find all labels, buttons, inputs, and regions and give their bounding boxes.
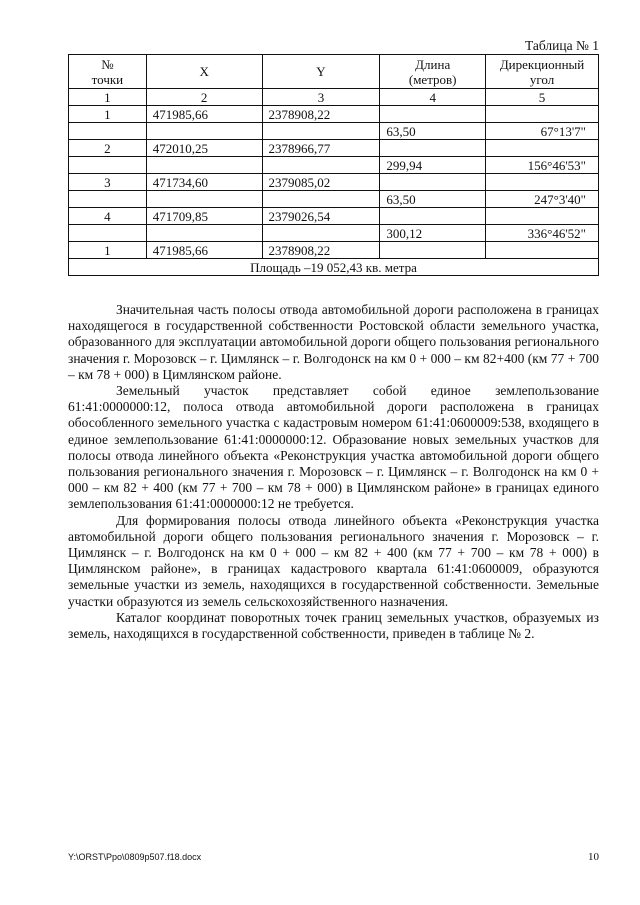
- empty-cell: [146, 225, 262, 242]
- table-row-point: [69, 242, 599, 259]
- header-length: [380, 55, 486, 89]
- header-length-line2: (метров): [408, 71, 457, 87]
- header-y: Y: [262, 55, 380, 89]
- header-point-number: [69, 55, 147, 89]
- empty-cell: [486, 140, 599, 157]
- direction-angle: 336°46'52": [486, 225, 599, 242]
- empty-cell: [486, 242, 599, 259]
- empty-cell: [262, 123, 380, 140]
- direction-angle: 67°13'7": [486, 123, 599, 140]
- segment-length: 300,12: [380, 225, 486, 242]
- x-coordinate: 471985,66: [146, 242, 262, 259]
- area-total: Площадь –19 052,43 кв. метра: [69, 259, 599, 276]
- empty-cell: [380, 174, 486, 191]
- header-angle: [486, 55, 599, 89]
- empty-cell: [486, 106, 599, 123]
- footer-file-path: Y:\ORST\Ppo\0809p507.f18.docx: [68, 852, 202, 862]
- y-coordinate: 2378966,77: [262, 140, 380, 157]
- x-coordinate: 471985,66: [146, 106, 262, 123]
- table-row-point: [69, 174, 599, 191]
- y-coordinate: 2379085,02: [262, 174, 380, 191]
- point-number: 3: [69, 174, 147, 191]
- empty-cell: [262, 157, 380, 174]
- y-coordinate: 2378908,22: [262, 242, 380, 259]
- empty-cell: [486, 174, 599, 191]
- x-coordinate: 471734,60: [146, 174, 262, 191]
- empty-cell: [69, 191, 147, 208]
- paragraph: Значительная часть полосы отвода автомобильной дороги расположена в границах находящегося в государственной собственности Ростовской области земельного участка, образованного для эксплуатации автомобильной дороги общего пользования регионального значения г. Морозовск – г. Цимлянск – г. Волгодонск на км 0 + 000 – км 82+400 (км 77 + 700 – км 78 + 000) в Цимлянском районе.: [68, 302, 599, 382]
- empty-cell: [69, 157, 147, 174]
- empty-cell: [146, 123, 262, 140]
- table-row-point: [69, 140, 599, 157]
- point-number: 1: [69, 242, 147, 259]
- coordinates-table: [68, 54, 599, 276]
- header-angle-line1: Дирекционный: [499, 56, 585, 72]
- y-coordinate: 2379026,54: [262, 208, 380, 225]
- table-header-row: [69, 55, 599, 89]
- segment-length: 63,50: [380, 191, 486, 208]
- column-number: 4: [380, 89, 486, 106]
- direction-angle: 156°46'53": [486, 157, 599, 174]
- header-length-line1: Длина: [415, 56, 451, 72]
- y-coordinate: 2378908,22: [262, 106, 380, 123]
- table-row-segment: [69, 191, 599, 208]
- paragraph: Каталог координат поворотных точек границ земельных участков, образуемых из земель, находящихся в государственной собственности, приведен в таблице № 2.: [68, 609, 599, 642]
- table-caption: Таблица № 1: [525, 38, 599, 53]
- page-number: 10: [588, 851, 599, 863]
- empty-cell: [380, 106, 486, 123]
- segment-length: 63,50: [380, 123, 486, 140]
- empty-cell: [262, 191, 380, 208]
- empty-cell: [69, 123, 147, 140]
- table-row-segment: [69, 225, 599, 242]
- column-number: 5: [486, 89, 599, 106]
- empty-cell: [69, 225, 147, 242]
- empty-cell: [146, 191, 262, 208]
- area-row: [69, 259, 599, 276]
- point-number: 4: [69, 208, 147, 225]
- empty-cell: [262, 225, 380, 242]
- table-row-point: [69, 208, 599, 225]
- paragraph: Для формирования полосы отвода линейного объекта «Реконструкция участка автомобильной дороги общего пользования регионального значения г. Морозовск – г. Цимлянск – г. Волгодонск на км 0 + 000 – км 82 + 400 (км 77 + 700 – км 78 + 000) в Цимлянском районе», в границах кадастрового квартала 61:41:0600009, образуются земельные участки из земель, находящихся в государственной собственности. Земельные участки образуются из земель сельскохозяйственного назначения.: [68, 512, 599, 609]
- empty-cell: [146, 157, 262, 174]
- column-number-row: [69, 89, 599, 106]
- x-coordinate: 472010,25: [146, 140, 262, 157]
- column-number: 2: [146, 89, 262, 106]
- table-row-segment: [69, 123, 599, 140]
- empty-cell: [380, 208, 486, 225]
- point-number: 1: [69, 106, 147, 123]
- empty-cell: [486, 208, 599, 225]
- body-text: [68, 302, 599, 642]
- x-coordinate: 471709,85: [146, 208, 262, 225]
- table-row-segment: [69, 157, 599, 174]
- column-number: 3: [262, 89, 380, 106]
- header-point-number-line1: №: [101, 56, 114, 72]
- header-point-number-line2: точки: [91, 71, 124, 87]
- point-number: 2: [69, 140, 147, 157]
- segment-length: 299,94: [380, 157, 486, 174]
- direction-angle: 247°3'40": [486, 191, 599, 208]
- header-x: X: [146, 55, 262, 89]
- table-row-point: [69, 106, 599, 123]
- empty-cell: [380, 140, 486, 157]
- column-number: 1: [69, 89, 147, 106]
- empty-cell: [380, 242, 486, 259]
- header-angle-line2: угол: [529, 71, 555, 87]
- paragraph: Земельный участок представляет собой единое землепользование 61:41:0000000:12, полоса отвода автомобильной дороги расположена в границах обособленного земельного участка с кадастровым номером 61:41:0600009:538, входящего в единое землепользование 61:41:0000000:12. Образование новых земельных участков для полосы отвода линейного объекта «Реконструкция участка автомобильной дороги общего пользования регионального значения г. Морозовск – г. Цимлянск – г. Волгодонск на км 0 + 000 – км 82 + 400 (км 77 + 700 – км 78 + 000) в Цимлянском районе» в границах единого землепользования 61:41:0000000:12 не требуется.: [68, 383, 599, 512]
